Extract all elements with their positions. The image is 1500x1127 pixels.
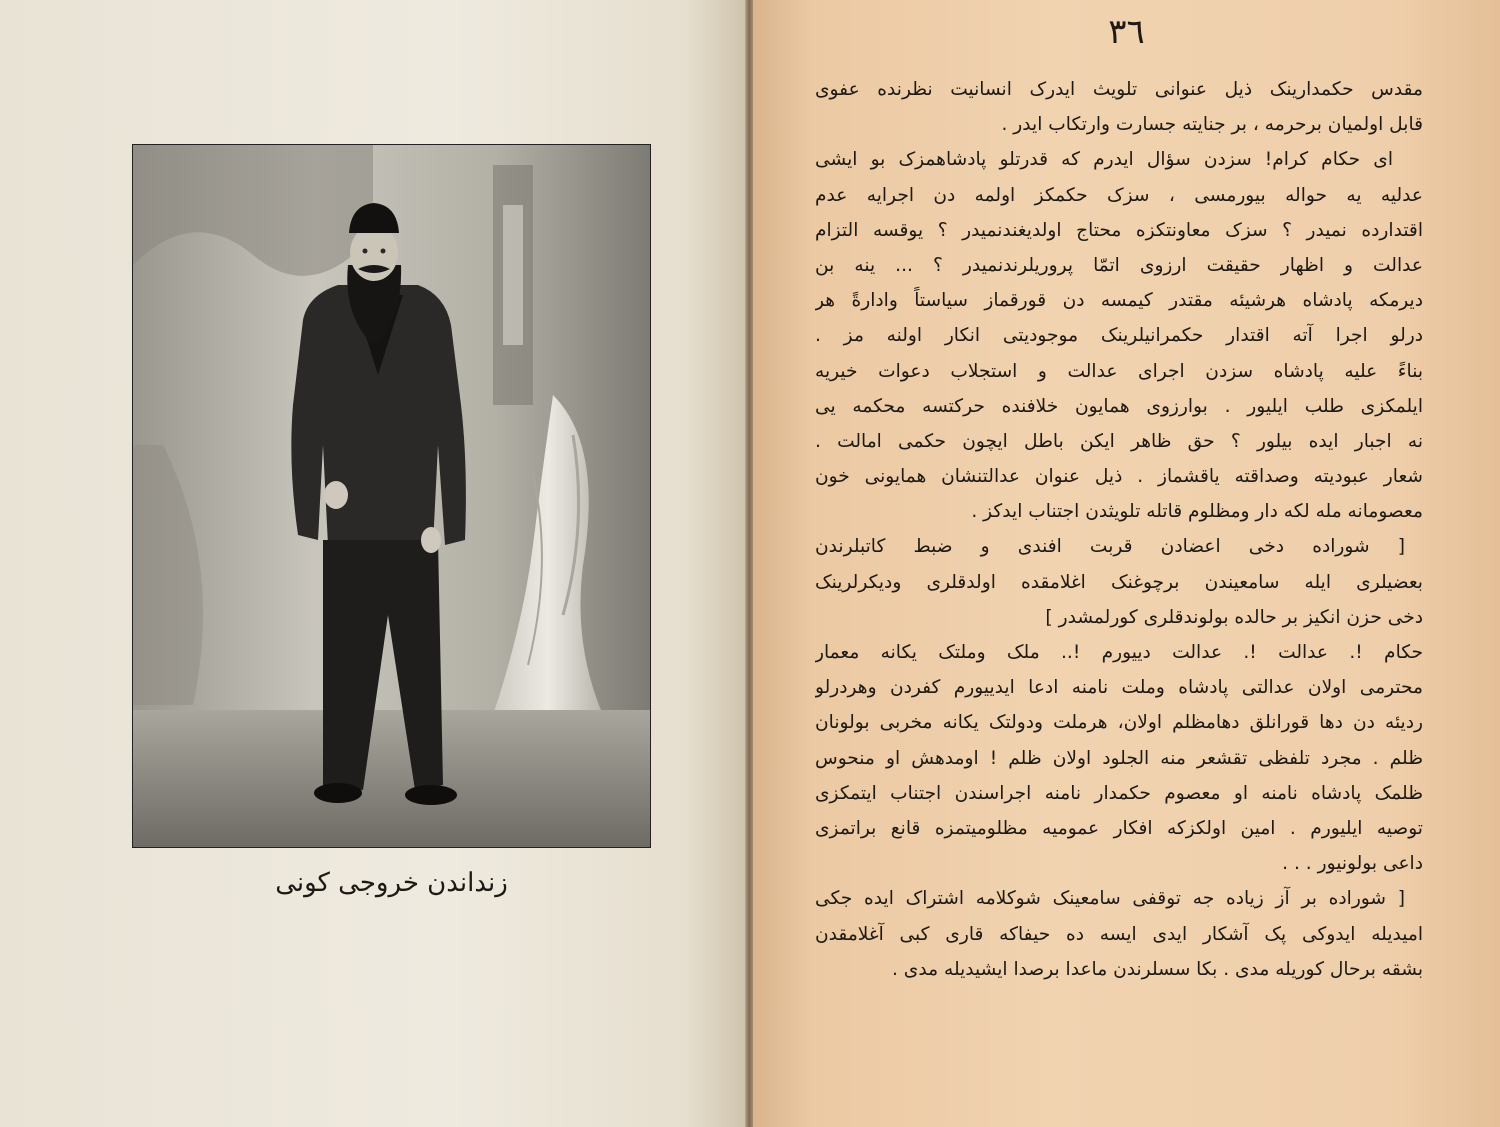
text-line: عدلیه یه حواله بیورمسی ، سزک حکمکز اولمه دن اجرایه عدم	[815, 184, 1423, 206]
text-line: [ شوراده بر آز زیاده جه توقفی سامعینک شوکلامه اشتراک ایده جکی	[815, 888, 1405, 910]
text-line: داعی بولونیور . . .	[1282, 853, 1423, 875]
text-line: بناءً علیه پادشاه سزدن اجرای عدالت و استجلاب دعوات خیریه	[815, 360, 1423, 382]
book-gutter	[745, 0, 753, 1127]
right-page	[753, 0, 1500, 1127]
text-line: مقدس حکمدارینک ذیل عنوانی تلویث ایدرک انسانیت نظرنده عفوی	[815, 79, 1423, 100]
text-line: درلو اجرا آته اقتدار حکمرانیلرینک موجودیتی انکار اولنه مز .	[815, 325, 1423, 347]
text-line: ایلمکزی طلب ایلیور . بوارزوی همایون خلافنده حرکتسه محکمه یی	[815, 395, 1423, 417]
text-line: دخی حزن انکیز بر حالده بولوندقلری کورلمشدر ]	[1045, 606, 1423, 628]
text-line: نه اجبار ایده بیلور ؟ حق ظاهر ایکن باطل ایچون حکمی امالت .	[815, 430, 1423, 452]
left-page	[0, 0, 745, 1127]
text-line: معصومانه مله لکه دار ومظلوم قاتله تلویثدن اجتناب ایدکز .	[971, 501, 1423, 523]
page-number: ٣٦	[1108, 12, 1145, 52]
text-line: ظلمک پادشاه نامنه او معصوم حکمدار نامنه اجراسندن اجتناب ایتمکزی	[815, 782, 1423, 804]
text-line: ردیئه دن دها قورانلق دهامظلم اولان، هرملت ودولتک یکانه مخربی بولونان	[815, 712, 1423, 734]
text-line: حکام !. عدالت !. عدالت دییورم !.. ملک وملتک یکانه معمار	[815, 642, 1423, 663]
text-line: ظلم . مجرد تلفظی تقشعر منه الجلود اولان ظلم ! اومدهش او منحوس	[815, 747, 1423, 769]
portrait-illustration	[133, 145, 650, 847]
photo-caption: زنداندن خروجی کونی	[275, 868, 508, 898]
text-line: ای حکام کرام! سزدن سؤال ایدرم که قدرتلو پادشاهمزک بو ایشی	[815, 149, 1393, 171]
text-line: [ شوراده دخی اعضادن قربت افندی و ضبط کاتبلرندن	[815, 536, 1405, 558]
text-line: امیدیله ایدوکی پک آشکار ایدی ایسه ده حیفاکه قاری کبی آغلامقدن	[815, 923, 1423, 945]
text-line: قابل اولمیان برحرمه ، بر جنایته جسارت وارتکاب ایدر .	[1001, 114, 1423, 136]
text-line: شعار عبودیته وصداقته یاقشماز . ذیل عنوان عدالتنشان همایونی خون	[815, 466, 1423, 488]
portrait-photograph	[133, 145, 650, 847]
text-line: بعضیلری ایله سامعیندن برچوغنک اغلامقده اولدقلری ودیکرلرینک	[815, 571, 1423, 593]
text-line: بشقه برحال کوریله مدی . بکا سسلرندن ماعدا برصدا ایشیدیله مدی .	[891, 958, 1423, 980]
body-text	[815, 72, 1423, 987]
text-line: عدالت و اظهار حقیقت ارزوی اتمّا پروریلرندنمیدر ؟ ... ینه بن	[815, 254, 1423, 276]
text-line: توصیه ایلیورم . امین اولکزکه افکار عمومیه مظلومیتمزه قانع براتمزی	[815, 817, 1423, 839]
text-line: دیرمکه پادشاه هرشیئه مقتدر کیمسه دن قورقماز سیاستاً وادارةً هر	[815, 290, 1423, 312]
text-line: اقتدارده نمیدر ؟ سزک معاونتکزه محتاج اولدیغندنمیدر ؟ یوقسه التزام	[815, 219, 1423, 241]
text-line: محترمی اولان عدالتی پادشاه وملت نامنه ادعا ایدییورم کفردن وهردرلو	[815, 677, 1423, 699]
